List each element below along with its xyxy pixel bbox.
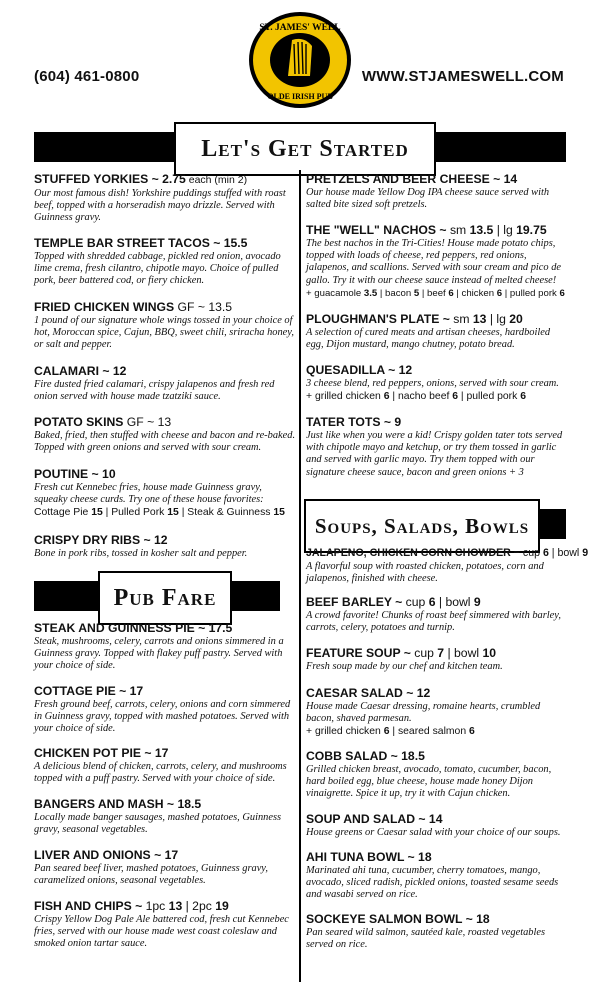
item-title: CHICKEN POT PIE ~ 17 bbox=[34, 746, 169, 760]
item-description: Crispy Yellow Dog Pale Ale battered cod, fresh cut Kennebec fries, served with our house made west coast coleslaw and smoked onion tartar sauce. bbox=[34, 914, 289, 950]
item-description: Steak, mushrooms, celery, carrots and onions simmered in a Guinness gravy. Topped with flakey puff pastry. Served with your choice of side. bbox=[34, 636, 284, 672]
svg-text:OLDE IRISH PUB: OLDE IRISH PUB bbox=[267, 92, 333, 101]
banner-soups-label: Soups, Salads, Bowls bbox=[304, 499, 540, 553]
item-description: Pan seared beef liver, mashed potatoes, Guinness gravy, caramelized onions, seasonal vegetables. bbox=[34, 863, 268, 887]
item-description: 3 cheese blend, red peppers, onions, served with sour cream. bbox=[306, 378, 559, 389]
menu-item-street-tacos bbox=[34, 236, 296, 288]
item-description: Fresh cut Kennebec fries, house made Guinness gravy, squeaky cheese curds. Try one of these house favorites: bbox=[34, 482, 264, 506]
banner-pub-fare bbox=[34, 581, 280, 611]
column-divider bbox=[299, 170, 301, 982]
menu-header bbox=[0, 0, 600, 120]
menu-item-calamari bbox=[34, 364, 296, 403]
website-link[interactable]: WWW.STJAMESWELL.COM bbox=[361, 68, 564, 85]
menu-item-beef-barley bbox=[306, 595, 568, 634]
item-title: FEATURE SOUP ~ cup 7 | bowl 10 bbox=[306, 646, 497, 660]
item-title: CAESAR SALAD ~ 12 bbox=[306, 686, 431, 700]
item-title: LIVER AND ONIONS ~ 17 bbox=[34, 848, 179, 862]
menu-item-salmon-bowl bbox=[306, 912, 568, 951]
menu-item-chicken-pot-pie bbox=[34, 746, 296, 785]
menu-item-pretzels bbox=[306, 172, 568, 211]
item-description: Our most famous dish! Yorkshire puddings stuffed with roast beef, topped with a horseradish mayo drizzle. Served with Guinness gravy. bbox=[34, 188, 286, 224]
menu-item-nachos bbox=[306, 223, 568, 300]
menu-item-potato-skins bbox=[34, 415, 296, 454]
item-description: Pan seared wild salmon, sautéed kale, roasted vegetables served on rice. bbox=[306, 927, 546, 951]
menu-item-soup-salad bbox=[306, 812, 568, 839]
item-description: House greens or Caesar salad with your choice of our soups. bbox=[306, 827, 561, 838]
item-title: POUTINE ~ 10 bbox=[34, 467, 116, 481]
menu-item-stuffed-yorkies bbox=[34, 172, 296, 225]
item-description: Baked, fried, then stuffed with cheese and bacon and re-baked. Topped with green onions and served with sour cream. bbox=[34, 430, 296, 454]
item-description: Fresh soup made by our chef and kitchen team. bbox=[306, 661, 503, 672]
item-title: FISH AND CHIPS ~ 1pc 13 | 2pc 19 bbox=[34, 899, 229, 913]
menu-item-ahi-tuna-bowl bbox=[306, 850, 568, 902]
item-description: A selection of cured meats and artisan cheeses, hardboiled egg, Dijon mustard, mango chutney, potato bread. bbox=[306, 327, 551, 351]
banner-pub-fare-label: Pub Fare bbox=[98, 571, 232, 625]
item-title: STUFFED YORKIES ~ 2.75 each (min 2) bbox=[34, 172, 248, 186]
item-title: TATER TOTS ~ 9 bbox=[306, 415, 402, 429]
item-addons: + grilled chicken 6 | nacho beef 6 | pulled pork 6 bbox=[306, 391, 527, 403]
item-description: Marinated ahi tuna, cucumber, cherry tomatoes, mango, avocado, sliced radish, pickled onions, toasted sesame seeds and wasabi served on rice. bbox=[306, 865, 559, 901]
item-description: A delicious blend of chicken, carrots, celery, and mushrooms topped with a puff pastry. Served with your choice of side. bbox=[34, 761, 287, 785]
item-title: BANGERS AND MASH ~ 18.5 bbox=[34, 797, 202, 811]
item-description: Locally made banger sausages, mashed potatoes, Guinness gravy, seasonal vegetables. bbox=[34, 812, 282, 836]
item-description: Just like when you were a kid! Crispy golden tater tots served with chipotle mayo and ketchup, or try them tossed in garlic and served with garlic mayo. Try them topped with our signature cheese sauce, bacon and green onions + 3 bbox=[306, 430, 563, 478]
item-description: Our house made Yellow Dog IPA cheese sauce served with salted bite sized soft pretzels. bbox=[306, 187, 550, 211]
menu-item-chicken-wings bbox=[34, 300, 296, 352]
menu-item-cobb-salad bbox=[306, 749, 568, 801]
item-description: Grilled chicken breast, avocado, tomato, cucumber, bacon, hard boiled egg, blue cheese, house made honey Dijon vinaigrette. Spice it up, try it with Cajun chicken. bbox=[306, 764, 552, 800]
item-description: Fresh ground beef, carrots, celery, onions and corn simmered in Guinness gravy, topped with mashed potatoes. Served with your choice of side. bbox=[34, 699, 291, 735]
item-title: FRIED CHICKEN WINGS GF ~ 13.5 bbox=[34, 300, 233, 314]
item-description: A crowd favorite! Chunks of roast beef simmered with barley, carrots, celery, potatoes and turnip. bbox=[306, 610, 561, 634]
menu-item-fish-chips bbox=[34, 899, 296, 951]
item-title: TEMPLE BAR STREET TACOS ~ 15.5 bbox=[34, 236, 248, 250]
menu-item-caesar-salad bbox=[306, 686, 568, 738]
item-title: SOUP AND SALAD ~ 14 bbox=[306, 812, 443, 826]
item-title: COTTAGE PIE ~ 17 bbox=[34, 684, 144, 698]
menu-item-liver-onions bbox=[34, 848, 296, 887]
item-title: CRISPY DRY RIBS ~ 12 bbox=[34, 533, 168, 547]
item-description: A flavorful soup with roasted chicken, potatoes, corn and jalapenos, finished with cheese. bbox=[306, 561, 544, 585]
menu-item-tater-tots bbox=[306, 415, 568, 479]
menu-item-chowder bbox=[306, 546, 589, 585]
item-title: POTATO SKINS GF ~ 13 bbox=[34, 415, 172, 429]
menu-item-bangers-mash bbox=[34, 797, 296, 836]
item-title: THE "WELL" NACHOS ~ sm 13.5 | lg 19.75 bbox=[306, 223, 547, 237]
item-title: CALAMARI ~ 12 bbox=[34, 364, 127, 378]
item-description: 1 pound of our signature whole wings tossed in your choice of hot, Moroccan spice, Cajun, BBQ, sweet chili, sriracha honey, or salt and pepper. bbox=[34, 315, 294, 351]
menu-item-cottage-pie bbox=[34, 684, 296, 736]
item-description: The best nachos in the Tri-Cities! House made potato chips, topped with loads of cheese, red peppers, red onions, jalapenos, and scallions. Served with sour cream and pico de gallo. Try it with our cheese sauce instead of melted cheese! bbox=[306, 238, 562, 286]
menu-item-dry-ribs bbox=[34, 533, 296, 560]
pub-logo bbox=[248, 10, 352, 110]
item-title: STEAK AND GUINNESS PIE ~ 17.5 bbox=[34, 621, 233, 635]
item-addons: Cottage Pie 15 | Pulled Pork 15 | Steak & Guinness 15 bbox=[34, 507, 285, 519]
item-addons: + guacamole 3.5 | bacon 5 | beef 6 | chicken 6 | pulled pork 6 bbox=[306, 287, 565, 299]
menu-item-quesadilla bbox=[306, 363, 568, 403]
menu-item-poutine bbox=[34, 467, 296, 519]
item-title: PLOUGHMAN'S PLATE ~ sm 13 | lg 20 bbox=[306, 312, 523, 326]
banner-soups-salads-bowls bbox=[304, 509, 566, 539]
item-description: Bone in pork ribs, tossed in kosher salt and pepper. bbox=[34, 548, 248, 559]
menu-item-steak-guinness-pie bbox=[34, 621, 296, 673]
menu-item-feature-soup bbox=[306, 646, 568, 673]
item-addons: + grilled chicken 6 | seared salmon 6 bbox=[306, 726, 475, 738]
item-description: Fire dusted fried calamari, crispy jalapenos and fresh red onion served with house made tzatziki sauce. bbox=[34, 379, 275, 403]
item-title: QUESADILLA ~ 12 bbox=[306, 363, 413, 377]
item-title: PRETZELS AND BEER CHEESE ~ 14 bbox=[306, 172, 518, 186]
item-title: AHI TUNA BOWL ~ 18 bbox=[306, 850, 432, 864]
item-title: COBB SALAD ~ 18.5 bbox=[306, 749, 425, 763]
item-title: SOCKEYE SALMON BOWL ~ 18 bbox=[306, 912, 490, 926]
item-description: House made Caesar dressing, romaine hearts, crumbled bacon, shaved parmesan. bbox=[306, 701, 541, 725]
banner-lets-get-started bbox=[34, 132, 566, 162]
banner-lets-get-started-label: Let's Get Started bbox=[174, 122, 436, 176]
item-title: BEEF BARLEY ~ cup 6 | bowl 9 bbox=[306, 595, 481, 609]
svg-text:ST. JAMES' WELL: ST. JAMES' WELL bbox=[259, 23, 341, 33]
menu-item-ploughmans-plate bbox=[306, 312, 568, 351]
item-description: Topped with shredded cabbage, pickled red onion, avocado lime crema, fresh cilantro, chipotle mayo. Choice of pulled pork, beer battered cod, or fiery chicken. bbox=[34, 251, 281, 287]
phone-number[interactable]: (604) 461-0800 bbox=[34, 68, 140, 85]
item-title: JALAPENO, CHICKEN CORN CHOWDER ~ cup 6 | bowl 9 bbox=[306, 547, 589, 559]
